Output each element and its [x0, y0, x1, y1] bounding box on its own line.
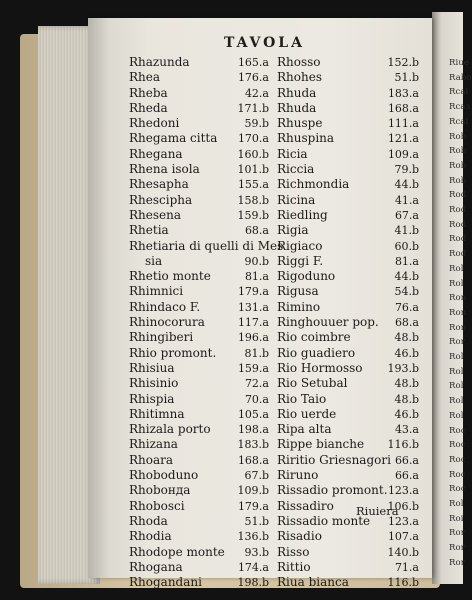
entry-page-ref: 107.a [387, 530, 419, 544]
index-entry [277, 315, 419, 330]
entry-name: Rhesapha [129, 177, 189, 192]
index-entry [129, 269, 269, 284]
entry-name: Rio coimbre [277, 330, 351, 345]
adjacent-page-fragment: Rcai [449, 116, 469, 127]
entry-page-ref: 160.b [237, 147, 269, 161]
adjacent-page-fragment: Rod [449, 219, 467, 230]
entry-page-ref: 196.a [237, 331, 269, 345]
entry-page-ref: 48.b [394, 377, 419, 391]
adjacent-page-fragment: Rol [449, 396, 464, 407]
index-entry [277, 208, 419, 223]
entry-page-ref: 117.a [237, 316, 269, 330]
entry-name: Rhodia [129, 529, 172, 544]
page-header: TAVOLA [224, 35, 306, 51]
adjacent-page-fragment: Rol [449, 381, 464, 392]
entry-name: Rhispia [129, 391, 175, 406]
index-entry [129, 346, 269, 361]
entry-name: Rio uerde [277, 406, 337, 421]
adjacent-page-fragment: Rol [449, 263, 464, 274]
index-entry [129, 361, 269, 376]
index-entry [277, 193, 419, 208]
entry-page-ref: 44.b [394, 178, 419, 192]
entry-name: Rhedoni [129, 116, 180, 131]
entry-name: Rhoda [129, 513, 168, 528]
index-entry [277, 560, 419, 575]
index-entry [129, 254, 269, 269]
entry-name: Rhuspina [277, 131, 335, 146]
entry-page-ref: 72.a [244, 377, 269, 391]
entry-page-ref: 111.a [387, 117, 419, 131]
adjacent-page-fragment: Ror [449, 543, 465, 554]
index-entry [129, 453, 269, 468]
entry-page-ref: 123.a [387, 514, 419, 528]
adjacent-page-fragment: Roi [449, 513, 464, 524]
entry-page-ref: 136.b [237, 530, 269, 544]
entry-page-ref: 44.b [394, 270, 419, 284]
adjacent-page-fragment: Roc [449, 454, 466, 465]
entry-name: Rimino [277, 299, 321, 314]
adjacent-page-fragment: Ror [449, 557, 465, 568]
entry-page-ref: 68.a [394, 316, 419, 330]
entry-page-ref: 198.a [237, 423, 269, 437]
entry-page-ref: 59.b [244, 117, 269, 131]
index-entry [129, 407, 269, 422]
entry-page-ref: 48.b [394, 331, 419, 345]
adjacent-page-fragment: Ror [449, 337, 465, 348]
index-entry [129, 86, 269, 101]
entry-page-ref: 51.b [394, 71, 419, 85]
index-entry [277, 284, 419, 299]
entry-page-ref: 168.a [237, 453, 269, 467]
adjacent-page-fragment: Rol [449, 352, 464, 362]
entry-name: Rhizana [129, 437, 178, 452]
entry-name: Rissadio promont. [277, 483, 388, 498]
index-entry [277, 392, 419, 407]
adjacent-page-fragment: Ror [449, 528, 465, 539]
index-entry [129, 499, 269, 514]
index-column-left [129, 55, 284, 590]
entry-page-ref: 79.b [394, 163, 419, 177]
entry-page-ref: 106.b [387, 499, 419, 513]
index-entry [129, 101, 269, 116]
index-entry [277, 162, 419, 177]
entry-name: Ricia [277, 146, 308, 161]
adjacent-page-fragment: Ron [449, 293, 467, 304]
index-entry [277, 468, 419, 483]
index-entry [129, 208, 269, 223]
entry-page-ref: 116.b [387, 438, 419, 452]
index-entry [277, 86, 419, 101]
entry-page-ref: 179.a [237, 285, 269, 299]
entry-name: Ricina [277, 192, 316, 207]
entry-page-ref: 140.b [387, 545, 419, 559]
index-entry [277, 300, 419, 315]
entry-page-ref: 81.b [244, 346, 269, 360]
index-entry [129, 575, 269, 590]
entry-name: Rhoboнда [129, 483, 191, 498]
entry-name: Rhoboduno [129, 468, 199, 483]
index-entry [129, 560, 269, 575]
index-entry [277, 55, 419, 70]
index-entry [129, 392, 269, 407]
entry-page-ref: 81.a [244, 270, 269, 284]
entry-name: Riruno [277, 468, 319, 483]
entry-name: Rhoara [129, 452, 174, 467]
entry-name: Rhohes [277, 70, 322, 85]
adjacent-page-fragment: Rol [449, 366, 464, 377]
entry-page-ref: 123.a [387, 484, 419, 498]
index-entry [277, 545, 419, 560]
index-entry [277, 131, 419, 146]
entry-name: Rhea [129, 70, 161, 85]
entry-page-ref: 42.a [244, 86, 269, 100]
entry-name: Rhuspe [277, 116, 323, 131]
entry-name: Rippe bianche [277, 437, 365, 452]
entry-name: Rhogana [129, 559, 183, 574]
index-entry [129, 116, 269, 131]
entry-page-ref: 41.a [394, 193, 419, 207]
entry-name: Rio Taio [277, 391, 327, 406]
index-entry [129, 376, 269, 391]
entry-page-ref: 68.a [244, 224, 269, 238]
index-entry [277, 269, 419, 284]
entry-name: Rhesena [129, 207, 182, 222]
entry-page-ref: 76.a [394, 300, 419, 314]
adjacent-page-fragment: Roc [449, 484, 466, 495]
entry-name: Rhizala porto [129, 422, 211, 437]
index-entry [129, 468, 269, 483]
entry-name: Rissadiro [277, 498, 334, 513]
index-entry [277, 407, 419, 422]
entry-page-ref: 60.b [394, 239, 419, 253]
adjacent-page [432, 12, 472, 584]
adjacent-page-fragment: Rod [449, 234, 467, 245]
entry-name: Rigoduno [277, 269, 336, 284]
entry-page-ref: 43.a [394, 423, 419, 437]
entry-name: Richmondia [277, 177, 350, 192]
entry-name: Rhio promont. [129, 345, 217, 360]
index-entry [277, 116, 419, 131]
index-entry [129, 70, 269, 85]
entry-name: Riritio Griesnagori [277, 452, 391, 467]
index-entry [129, 162, 269, 177]
entry-name: Rhodope monte [129, 544, 225, 559]
entry-name: Rhesciрha [129, 192, 193, 207]
index-entry [277, 70, 419, 85]
entry-page-ref: 116.b [387, 576, 419, 590]
entry-name: Riggi F. [277, 253, 324, 268]
entry-name: Rhuda [277, 85, 317, 100]
entry-page-ref: 170.a [237, 132, 269, 146]
catchword: Riuiera [356, 504, 399, 518]
index-entry [129, 514, 269, 529]
entry-name: Rhimnici [129, 284, 184, 299]
index-entry [129, 422, 269, 437]
index-entry [129, 131, 269, 146]
index-entry [277, 437, 419, 452]
index-entry [129, 330, 269, 345]
entry-name: Risadio [277, 529, 322, 544]
entry-page-ref: 54.b [394, 285, 419, 299]
entry-name: Rio Setubal [277, 376, 348, 391]
index-entry [277, 254, 419, 269]
entry-page-ref: 105.a [237, 407, 269, 421]
entry-page-ref: 101.b [237, 163, 269, 177]
index-entry [277, 330, 419, 345]
entry-name: Rissadio monte [277, 513, 371, 528]
adjacent-page-fragment: Riue [449, 58, 470, 68]
entry-page-ref: 152.b [387, 56, 419, 69]
index-entry [277, 101, 419, 116]
index-entry [129, 545, 269, 560]
entry-name: Rigia [277, 223, 309, 238]
adjacent-page-fragment: Ron [449, 322, 467, 333]
entry-page-ref: 41.b [394, 224, 419, 238]
index-entry [277, 422, 419, 437]
entry-name: Rhinocorura [129, 315, 205, 330]
entry-name: Riedling [277, 207, 328, 222]
entry-page-ref: 90.b [244, 254, 269, 268]
entry-name: Rigusa [277, 284, 319, 299]
entry-page-ref: 198.b [237, 576, 269, 590]
entry-page-ref: 171.b [237, 101, 269, 115]
entry-name: Rio guadiero [277, 345, 356, 360]
adjacent-page-fragment: Rcai [449, 87, 469, 98]
entry-page-ref: 109.a [387, 147, 419, 161]
adjacent-page-fragment: Rob [449, 131, 467, 142]
entry-name: Rhazunda [129, 55, 190, 69]
adjacent-page-fragment: Rcaз [449, 102, 471, 113]
entry-page-ref: 67.b [244, 469, 269, 483]
entry-name: Rhegama citta [129, 131, 218, 146]
index-entry [129, 284, 269, 299]
entry-page-ref: 81.a [394, 254, 419, 268]
adjacent-page-fragment: Rod [449, 249, 467, 260]
entry-page-ref: 155.a [237, 178, 269, 192]
adjacent-page-fragment: Rol [449, 499, 464, 509]
entry-name: Rheda [129, 100, 168, 115]
adjacent-page-fragment: Roc [449, 469, 466, 480]
entry-name: Rio Hormosso [277, 360, 363, 375]
entry-page-ref: 51.b [244, 514, 269, 528]
index-entry [277, 361, 419, 376]
index-entry [277, 376, 419, 391]
entry-name: Rhogandani [129, 575, 202, 590]
entry-name: sia [145, 253, 163, 268]
entry-page-ref: 159.b [237, 208, 269, 222]
index-entry [129, 147, 269, 162]
entry-name: Rheba [129, 85, 168, 100]
entry-name: Rhisinio [129, 376, 179, 391]
index-entry [277, 239, 419, 254]
entry-name: Rhosso [277, 55, 321, 69]
index-entry [129, 238, 284, 254]
index-entry [277, 177, 419, 192]
entry-page-ref: 93.b [244, 545, 269, 559]
adjacent-page-fragment: Rob [449, 146, 467, 157]
entry-name: Rhetiaria di quelli di Mes [129, 238, 284, 253]
index-entry [277, 147, 419, 162]
entry-page-ref: 46.b [394, 346, 419, 360]
index-entry [129, 315, 269, 330]
entry-name: Riua bianca [277, 575, 349, 590]
adjacent-page-fragment: Roc [449, 425, 466, 436]
entry-page-ref: 168.a [387, 101, 419, 115]
index-entry [277, 529, 419, 544]
index-entry [129, 55, 269, 70]
entry-name: Risso [277, 544, 310, 559]
adjacent-page-fragment: Rob [449, 175, 467, 186]
entry-name: Rittio [277, 559, 311, 574]
entry-name: Ringhouuer pop. [277, 315, 379, 330]
index-entry [129, 223, 269, 238]
index-entry [129, 193, 269, 208]
entry-name: Rhegana [129, 146, 183, 161]
entry-name: Riccia [277, 162, 315, 177]
entry-page-ref: 131.a [237, 300, 269, 314]
index-entry [129, 483, 269, 498]
adjacent-page-fragment: Ron [449, 307, 467, 318]
entry-page-ref: 70.a [244, 392, 269, 406]
entry-name: Rhisiua [129, 360, 175, 375]
index-entry [277, 223, 419, 238]
entry-page-ref: 183.a [387, 86, 419, 100]
entry-page-ref: 71.a [394, 560, 419, 574]
entry-name: Rigiaco [277, 238, 323, 253]
entry-page-ref: 66.a [394, 453, 419, 467]
index-entry [129, 177, 269, 192]
entry-page-ref: 121.a [387, 132, 419, 146]
index-entry [277, 346, 419, 361]
entry-name: Rhena isola [129, 162, 200, 177]
adjacent-page-fragment: Rod [449, 205, 467, 215]
entry-page-ref: 46.b [394, 407, 419, 421]
entry-name: Rhetia [129, 223, 169, 238]
adjacent-page-fragment: Rob [449, 160, 467, 171]
entry-name: Rhindaco F. [129, 299, 201, 314]
entry-page-ref: 174.a [237, 560, 269, 574]
entry-page-ref: 183.b [237, 438, 269, 452]
entry-page-ref: 66.a [394, 469, 419, 483]
adjacent-page-fragment: Rol [449, 410, 464, 421]
entry-name: Rhitimna [129, 406, 185, 421]
index-entry [277, 483, 419, 498]
entry-name: Rhuda [277, 100, 317, 115]
entry-page-ref: 109.b [237, 484, 269, 498]
entry-page-ref: 176.a [237, 71, 269, 85]
entry-name: Rhingiberi [129, 330, 194, 345]
index-entry [277, 453, 419, 468]
adjacent-page-fragment: Roc [449, 440, 466, 451]
entry-page-ref: 193.b [387, 361, 419, 375]
entry-page-ref: 67.a [394, 208, 419, 222]
index-entry [129, 529, 269, 544]
entry-page-ref: 48.b [394, 392, 419, 406]
adjacent-page-fragment: Rabo [449, 72, 472, 83]
adjacent-page-fragment: Rod [449, 190, 467, 201]
entry-name: Ripa alta [277, 422, 332, 437]
index-entry [277, 575, 419, 590]
entry-page-ref: 165.a [237, 56, 269, 69]
entry-page-ref: 159.a [237, 361, 269, 375]
index-entry [129, 437, 269, 452]
adjacent-page-fragment: Rol [449, 278, 464, 289]
entry-name: Rhobosci [129, 498, 185, 513]
index-entry [129, 300, 269, 315]
entry-page-ref: 179.a [237, 499, 269, 513]
entry-page-ref: 158.b [237, 193, 269, 207]
entry-name: Rhetio monte [129, 269, 211, 284]
